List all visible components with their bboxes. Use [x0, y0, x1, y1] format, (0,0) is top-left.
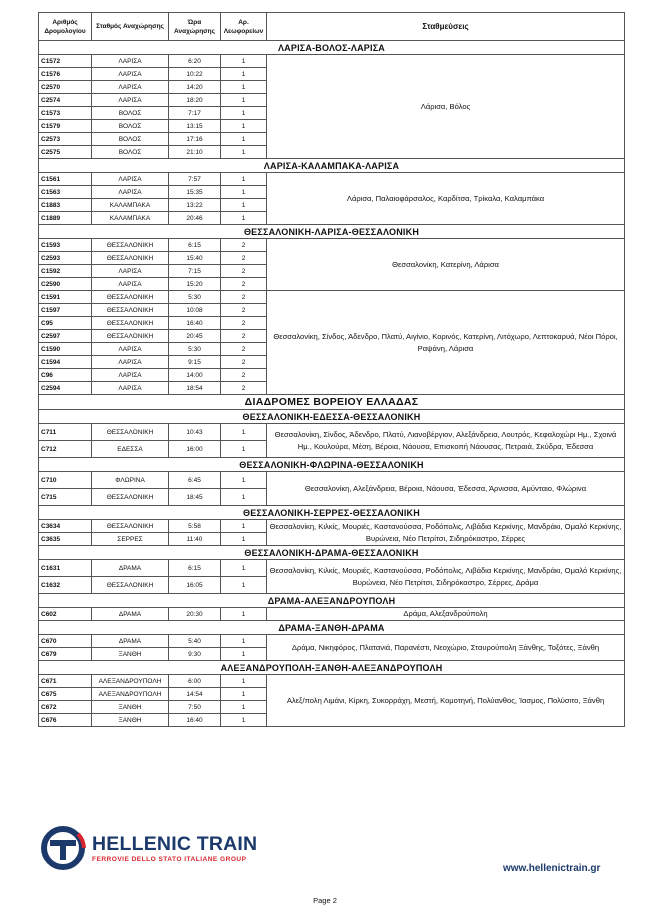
departure-station: ΘΕΣΣΑΛΟΝΙΚΗ: [92, 317, 169, 330]
bus-count: 2: [221, 291, 267, 304]
route-section-heading-row: [39, 41, 625, 55]
route-code: C602: [39, 608, 92, 621]
route-code: C1594: [39, 356, 92, 369]
departure-time: 5:30: [169, 343, 221, 356]
stops-list: Λάρισα, Βόλος: [267, 55, 625, 159]
website-link[interactable]: www.hellenictrain.gr: [503, 863, 601, 874]
bus-count: 2: [221, 369, 267, 382]
header-departure-time: Ώρα Αναχώρησης: [169, 13, 221, 41]
departure-time: 7:57: [169, 173, 221, 186]
route-code: C1631: [39, 560, 92, 577]
route-code: C715: [39, 489, 92, 506]
departure-time: 7:17: [169, 107, 221, 120]
route-section-heading-row: [39, 661, 625, 675]
departure-time: 9:30: [169, 648, 221, 661]
departure-time: 16:40: [169, 317, 221, 330]
route-code: C2593: [39, 252, 92, 265]
schedule-body: [39, 41, 625, 727]
departure-time: 16:00: [169, 441, 221, 458]
departure-station: ΘΕΣΣΑΛΟΝΙΚΗ: [92, 291, 169, 304]
stops-list: Θεσσαλονίκη, Αλεξάνδρεια, Βέροια, Νάουσα, Έδεσσα, Άρνισσα, Αμύνταιο, Φλώρινα: [267, 472, 625, 506]
route-code: C1572: [39, 55, 92, 68]
table-row: [39, 424, 625, 441]
departure-station: ΕΔΕΣΣΑ: [92, 441, 169, 458]
departure-time: 6:20: [169, 55, 221, 68]
route-code: C1561: [39, 173, 92, 186]
bus-count: 1: [221, 55, 267, 68]
region-heading-row: [39, 395, 625, 410]
departure-time: 6:00: [169, 675, 221, 688]
route-code: C1576: [39, 68, 92, 81]
departure-station: ΚΑΛΑΜΠΑΚΑ: [92, 199, 169, 212]
header-route-no: Αριθμός Δρομολογίου: [39, 13, 92, 41]
bus-count: 1: [221, 441, 267, 458]
departure-time: 10:43: [169, 424, 221, 441]
departure-time: 7:50: [169, 701, 221, 714]
stops-list: Θεσσαλονίκη, Κατερίνη, Λάρισα: [267, 239, 625, 291]
table-row: [39, 635, 625, 648]
stops-list: Θεσσαλονίκη, Κιλκίς, Μουριές, Καστανούσσα, Ροδόπολις, Λιβάδια Κερκίνης, Μανδράκι, Ομαλό Κερκίνης, Βυρώνεια, Νέο Πετρίτσι, Σιδηρόκαστρο, Σέρρες: [267, 520, 625, 546]
bus-count: 1: [221, 701, 267, 714]
stops-list: Δράμα, Νικηφόρος, Πλατανιά, Παρανέστι, Νεοχώριο, Σταυρούπολη Ξάνθης, Τοξότες, Ξάνθη: [267, 635, 625, 661]
bus-count: 1: [221, 133, 267, 146]
region-heading: ΔΙΑΔΡΟΜΕΣ ΒΟΡΕΙΟΥ ΕΛΛΑΔΑΣ: [39, 395, 625, 410]
departure-time: 6:15: [169, 239, 221, 252]
departure-station: ΚΑΛΑΜΠΑΚΑ: [92, 212, 169, 225]
departure-station: ΘΕΣΣΑΛΟΝΙΚΗ: [92, 520, 169, 533]
route-section-heading-row: [39, 506, 625, 520]
departure-station: ΘΕΣΣΑΛΟΝΙΚΗ: [92, 424, 169, 441]
departure-time: 9:15: [169, 356, 221, 369]
departure-time: 15:35: [169, 186, 221, 199]
route-code: C1579: [39, 120, 92, 133]
route-code: C1593: [39, 239, 92, 252]
departure-time: 5:30: [169, 291, 221, 304]
header-departure-station: Σταθμός Αναχώρησης: [92, 13, 169, 41]
route-section-title: ΘΕΣΣΑΛΟΝΙΚΗ-ΕΔΕΣΣΑ-ΘΕΣΣΑΛΟΝΙΚΗ: [39, 410, 625, 424]
departure-time: 5:58: [169, 520, 221, 533]
route-section-title: ΔΡΑΜΑ-ΑΛΕΞΑΝΔΡΟΥΠΟΛΗ: [39, 594, 625, 608]
route-code: C676: [39, 714, 92, 727]
departure-station: ΒΟΛΟΣ: [92, 133, 169, 146]
route-section-title: ΛΑΡΙΣΑ-ΚΑΛΑΜΠΑΚΑ-ΛΑΡΙΣΑ: [39, 159, 625, 173]
stops-list: Λάρισα, Παλαιοφάρσαλος, Καρδίτσα, Τρίκαλα, Καλαμπάκα: [267, 173, 625, 225]
table-row: [39, 472, 625, 489]
route-code: C2594: [39, 382, 92, 395]
bus-count: 1: [221, 688, 267, 701]
brand-subtitle: FERROVIE DELLO STATO ITALIANE GROUP: [92, 855, 247, 863]
departure-time: 6:45: [169, 472, 221, 489]
schedule-table: [38, 12, 625, 727]
bus-count: 2: [221, 304, 267, 317]
bus-count: 1: [221, 489, 267, 506]
table-row: [39, 239, 625, 252]
hellenic-train-logo: [40, 825, 257, 871]
bus-count: 1: [221, 560, 267, 577]
route-code: C3635: [39, 533, 92, 546]
departure-time: 15:20: [169, 278, 221, 291]
departure-station: ΞΑΝΘΗ: [92, 714, 169, 727]
route-code: C3634: [39, 520, 92, 533]
departure-station: ΑΛΕΞΑΝΔΡΟΥΠΟΛΗ: [92, 675, 169, 688]
bus-count: 1: [221, 424, 267, 441]
departure-station: ΒΟΛΟΣ: [92, 146, 169, 159]
bus-count: 2: [221, 278, 267, 291]
route-code: C710: [39, 472, 92, 489]
route-section-heading-row: [39, 458, 625, 472]
bus-count: 2: [221, 265, 267, 278]
departure-time: 21:10: [169, 146, 221, 159]
route-code: C1591: [39, 291, 92, 304]
stops-list: Δράμα, Αλεξανδρούπολη: [267, 608, 625, 621]
departure-time: 14:54: [169, 688, 221, 701]
route-section-title: ΘΕΣΣΑΛΟΝΙΚΗ-ΣΕΡΡΕΣ-ΘΕΣΣΑΛΟΝΙΚΗ: [39, 506, 625, 520]
bus-count: 2: [221, 382, 267, 395]
route-code: C1889: [39, 212, 92, 225]
route-section-title: ΑΛΕΞΑΝΔΡΟΥΠΟΛΗ-ΞΑΝΘΗ-ΑΛΕΞΑΝΔΡΟΥΠΟΛΗ: [39, 661, 625, 675]
route-code: C96: [39, 369, 92, 382]
route-section-heading-row: [39, 225, 625, 239]
departure-station: ΘΕΣΣΑΛΟΝΙΚΗ: [92, 304, 169, 317]
departure-station: ΛΑΡΙΣΑ: [92, 369, 169, 382]
departure-station: ΔΡΑΜΑ: [92, 635, 169, 648]
departure-time: 16:05: [169, 577, 221, 594]
departure-station: ΑΛΕΞΑΝΔΡΟΥΠΟΛΗ: [92, 688, 169, 701]
departure-time: 7:15: [169, 265, 221, 278]
bus-count: 1: [221, 173, 267, 186]
bus-count: 1: [221, 635, 267, 648]
bus-count: 1: [221, 107, 267, 120]
departure-station: ΞΑΝΘΗ: [92, 701, 169, 714]
route-code: C1590: [39, 343, 92, 356]
table-row: [39, 560, 625, 577]
route-code: C1597: [39, 304, 92, 317]
departure-station: ΛΑΡΙΣΑ: [92, 81, 169, 94]
departure-time: 5:40: [169, 635, 221, 648]
bus-count: 1: [221, 648, 267, 661]
table-row: [39, 608, 625, 621]
route-section-title: ΛΑΡΙΣΑ-ΒΟΛΟΣ-ΛΑΡΙΣΑ: [39, 41, 625, 55]
route-code: C2573: [39, 133, 92, 146]
route-code: C671: [39, 675, 92, 688]
departure-time: 18:45: [169, 489, 221, 506]
stops-list: Αλεξ/πολη Λιμάνι, Κίρκη, Συκορράχη, Μεστή, Κομοτηνή, Πολύανθος, Ίασμος, Πολύσιτο, Ξάνθη: [267, 675, 625, 727]
table-row: [39, 520, 625, 533]
departure-time: 10:22: [169, 68, 221, 81]
departure-station: ΘΕΣΣΑΛΟΝΙΚΗ: [92, 252, 169, 265]
route-section-title: ΘΕΣΣΑΛΟΝΙΚΗ-ΛΑΡΙΣΑ-ΘΕΣΣΑΛΟΝΙΚΗ: [39, 225, 625, 239]
route-section-heading-row: [39, 410, 625, 424]
departure-time: 20:45: [169, 330, 221, 343]
departure-station: ΔΡΑΜΑ: [92, 560, 169, 577]
departure-station: ΛΑΡΙΣΑ: [92, 278, 169, 291]
table-row: [39, 173, 625, 186]
route-code: C1563: [39, 186, 92, 199]
bus-count: 2: [221, 239, 267, 252]
bus-count: 1: [221, 577, 267, 594]
departure-station: ΦΛΩΡΙΝΑ: [92, 472, 169, 489]
route-section-title: ΘΕΣΣΑΛΟΝΙΚΗ-ΦΛΩΡΙΝΑ-ΘΕΣΣΑΛΟΝΙΚΗ: [39, 458, 625, 472]
departure-station: ΘΕΣΣΑΛΟΝΙΚΗ: [92, 489, 169, 506]
departure-station: ΞΑΝΘΗ: [92, 648, 169, 661]
departure-station: ΛΑΡΙΣΑ: [92, 265, 169, 278]
departure-time: 14:20: [169, 81, 221, 94]
departure-time: 20:30: [169, 608, 221, 621]
bus-count: 1: [221, 120, 267, 133]
route-code: C2574: [39, 94, 92, 107]
departure-time: 13:15: [169, 120, 221, 133]
page-number: Page 2: [313, 896, 337, 905]
departure-station: ΒΟΛΟΣ: [92, 107, 169, 120]
table-header-row: [39, 13, 625, 41]
bus-count: 1: [221, 146, 267, 159]
bus-count: 1: [221, 675, 267, 688]
stops-list: Θεσσαλονίκη, Σίνδος, Άδενδρο, Πλατύ, Λιανοβέργιον, Αλεξάνδρεια, Λουτρός, Κεφαλοχώρι Ημ., Σχοινά Ημ., Κουλούρα, Μέση, Βέροια, Νάουσα, Επισκοπή Νάουσας, Πετραιά, Σκύδρα, Έδεσσα: [267, 424, 625, 458]
bus-count: 1: [221, 199, 267, 212]
route-code: C1592: [39, 265, 92, 278]
route-code: C672: [39, 701, 92, 714]
departure-station: ΛΑΡΙΣΑ: [92, 186, 169, 199]
header-bus-count: Αρ. Λεωφορείων: [221, 13, 267, 41]
bus-count: 2: [221, 330, 267, 343]
departure-station: ΛΑΡΙΣΑ: [92, 343, 169, 356]
departure-station: ΣΕΡΡΕΣ: [92, 533, 169, 546]
bus-count: 2: [221, 252, 267, 265]
route-code: C1573: [39, 107, 92, 120]
departure-time: 13:22: [169, 199, 221, 212]
departure-time: 14:00: [169, 369, 221, 382]
departure-time: 17:16: [169, 133, 221, 146]
hellenic-train-emblem-icon: [40, 825, 88, 871]
bus-count: 1: [221, 608, 267, 621]
route-code: C712: [39, 441, 92, 458]
departure-station: ΘΕΣΣΑΛΟΝΙΚΗ: [92, 577, 169, 594]
route-section-heading-row: [39, 546, 625, 560]
departure-station: ΛΑΡΙΣΑ: [92, 94, 169, 107]
stops-list: Θεσσαλονίκη, Σίνδος, Άδενδρο, Πλατύ, Αιγίνιο, Κορινός, Κατερίνη, Λιτόχωρο, Λεπτοκαρυά, Νέοι Πόροι, Ραψάνη, Λάρισα: [267, 291, 625, 395]
departure-time: 6:15: [169, 560, 221, 577]
route-code: C670: [39, 635, 92, 648]
bus-count: 1: [221, 212, 267, 225]
departure-time: 11:40: [169, 533, 221, 546]
route-section-title: ΘΕΣΣΑΛΟΝΙΚΗ-ΔΡΑΜΑ-ΘΕΣΣΑΛΟΝΙΚΗ: [39, 546, 625, 560]
bus-count: 1: [221, 68, 267, 81]
bus-count: 1: [221, 472, 267, 489]
bus-count: 1: [221, 81, 267, 94]
bus-count: 1: [221, 533, 267, 546]
bus-count: 2: [221, 356, 267, 369]
departure-station: ΔΡΑΜΑ: [92, 608, 169, 621]
route-code: C2597: [39, 330, 92, 343]
departure-station: ΒΟΛΟΣ: [92, 120, 169, 133]
departure-station: ΛΑΡΙΣΑ: [92, 173, 169, 186]
bus-count: 1: [221, 186, 267, 199]
departure-station: ΘΕΣΣΑΛΟΝΙΚΗ: [92, 330, 169, 343]
route-code: C679: [39, 648, 92, 661]
route-code: C711: [39, 424, 92, 441]
route-section-heading-row: [39, 621, 625, 635]
route-code: C95: [39, 317, 92, 330]
table-row: [39, 291, 625, 304]
brand-name: HELLENIC TRAIN: [92, 832, 258, 855]
bus-count: 1: [221, 94, 267, 107]
departure-time: 20:46: [169, 212, 221, 225]
bus-count: 2: [221, 317, 267, 330]
departure-time: 16:40: [169, 714, 221, 727]
departure-station: ΘΕΣΣΑΛΟΝΙΚΗ: [92, 239, 169, 252]
route-section-title: ΔΡΑΜΑ-ΞΑΝΘΗ-ΔΡΑΜΑ: [39, 621, 625, 635]
departure-station: ΛΑΡΙΣΑ: [92, 55, 169, 68]
departure-time: 10:08: [169, 304, 221, 317]
header-stops: Σταθμεύσεις: [267, 13, 625, 41]
route-code: C675: [39, 688, 92, 701]
table-row: [39, 55, 625, 68]
departure-time: 18:20: [169, 94, 221, 107]
route-code: C2590: [39, 278, 92, 291]
route-code: C1883: [39, 199, 92, 212]
route-code: C2570: [39, 81, 92, 94]
departure-time: 15:40: [169, 252, 221, 265]
bus-count: 2: [221, 343, 267, 356]
bus-count: 1: [221, 520, 267, 533]
departure-station: ΛΑΡΙΣΑ: [92, 382, 169, 395]
departure-station: ΛΑΡΙΣΑ: [92, 68, 169, 81]
route-section-heading-row: [39, 159, 625, 173]
table-row: [39, 675, 625, 688]
departure-time: 18:54: [169, 382, 221, 395]
route-code: C1632: [39, 577, 92, 594]
route-code: C2575: [39, 146, 92, 159]
bus-count: 1: [221, 714, 267, 727]
stops-list: Θεσσαλονίκη, Κιλκίς, Μουριές, Καστανούσσα, Ροδόπολις, Λιβάδια Κερκίνης, Μανδράκι, Ομαλό Κερκίνης, Βυρώνεια, Νέο Πετρίτσι, Σιδηρόκαστρο, Σέρρες, Δράμα: [267, 560, 625, 594]
departure-station: ΛΑΡΙΣΑ: [92, 356, 169, 369]
route-section-heading-row: [39, 594, 625, 608]
